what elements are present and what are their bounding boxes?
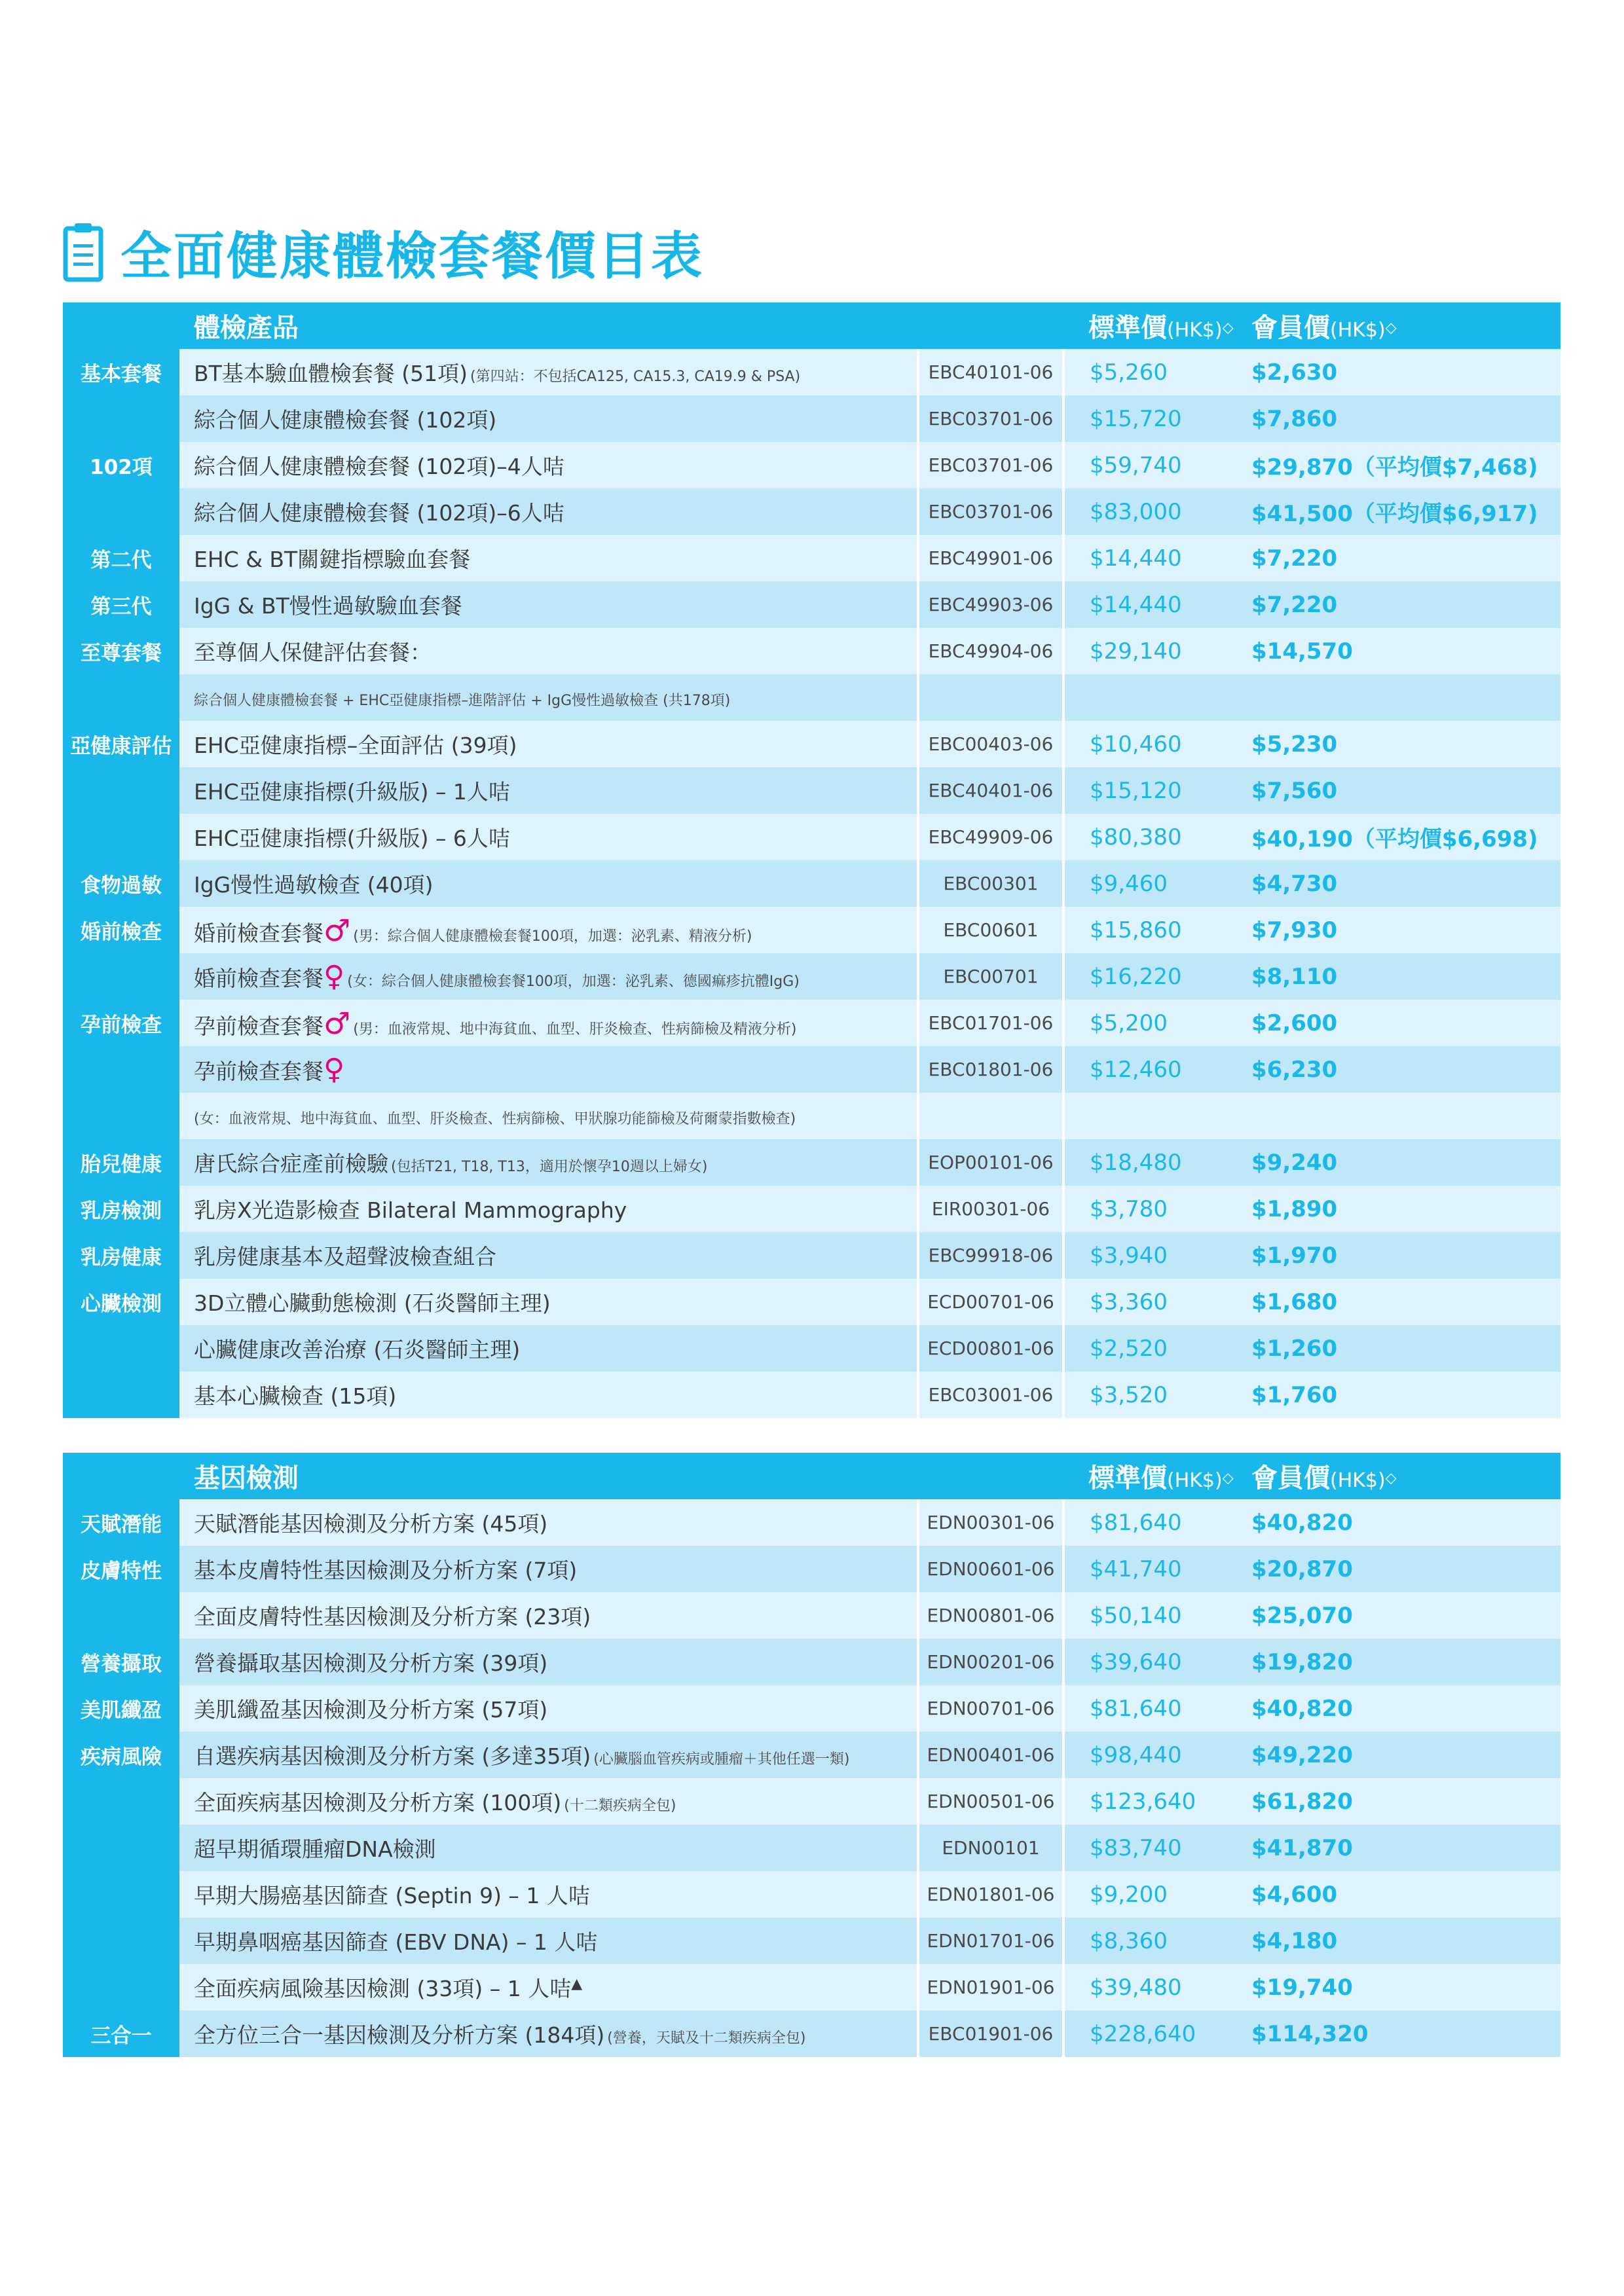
- header-cat-cell: [63, 302, 179, 349]
- header-mem-cell: [1251, 1453, 1560, 1499]
- product-cell: [179, 1592, 918, 1639]
- product-code: EDN01901-06: [918, 1964, 1063, 2011]
- category-cell: 胎兒健康: [63, 1139, 179, 1186]
- member-price: [1251, 674, 1560, 721]
- standard-price: $228,640: [1063, 2011, 1251, 2057]
- member-price: $14,570: [1251, 628, 1560, 674]
- header-mem-mark: ◇: [1385, 319, 1397, 337]
- standard-price: $10,460: [1063, 721, 1251, 767]
- product-note: (女：血液常規、地中海貧血、血型、肝炎檢查、性病篩檢、甲狀腺功能篩檢及荷爾蒙指數檢查): [194, 1111, 796, 1127]
- standard-price: $81,640: [1063, 1499, 1251, 1546]
- member-price: $7,220: [1251, 581, 1560, 628]
- category-cell: 美肌纖盈: [63, 1685, 179, 1732]
- product-name: 乳房X光造影檢查 Bilateral Mammography: [194, 1197, 627, 1223]
- category-cell: [63, 1871, 179, 1918]
- member-price: $4,600: [1251, 1871, 1560, 1918]
- member-price: $114,320: [1251, 2011, 1560, 2057]
- product-name: 心臟健康改善治療 (石炎醫師主理): [194, 1337, 521, 1362]
- product-name: 早期鼻咽癌基因篩查 (EBV DNA) – 1 人咭: [194, 1929, 598, 1955]
- product-code: EDN01701-06: [918, 1918, 1063, 1964]
- member-price: $40,820: [1251, 1499, 1560, 1546]
- product-code: EBC49901-06: [918, 535, 1063, 581]
- product-name: EHC亞健康指標(升級版) – 6人咭: [194, 826, 510, 851]
- member-price: $1,970: [1251, 1232, 1560, 1279]
- product-code: EBC40401-06: [918, 767, 1063, 814]
- product-name: 全面皮膚特性基因檢測及分析方案 (23項): [194, 1604, 591, 1630]
- product-name: EHC亞健康指標–全面評估 (39項): [194, 733, 517, 758]
- standard-price: $14,440: [1063, 581, 1251, 628]
- product-code: EBC99918-06: [918, 1232, 1063, 1279]
- product-cell: [179, 1964, 918, 2011]
- product-cell: [179, 953, 918, 1000]
- table-row: [63, 442, 1560, 488]
- product-cell: [179, 1918, 918, 1964]
- standard-price: $3,940: [1063, 1232, 1251, 1279]
- product-cell: [179, 1372, 918, 1418]
- product-note: (第四站：不包括CA125, CA15.3, CA19.9 & PSA): [470, 369, 801, 385]
- product-code: EBC00701: [918, 953, 1063, 1000]
- member-price: $1,680: [1251, 1279, 1560, 1325]
- category-cell: 乳房檢測: [63, 1186, 179, 1232]
- standard-price: [1063, 1093, 1251, 1139]
- category-cell: [63, 1825, 179, 1871]
- member-price: $29,870（平均價$7,468): [1251, 442, 1560, 488]
- header-mem-unit: (HK$): [1330, 319, 1386, 342]
- product-name: 綜合個人健康體檢套餐 (102項): [194, 407, 497, 433]
- product-name: 綜合個人健康體檢套餐 (102項)–4人咭: [194, 454, 564, 479]
- product-name: 全面疾病風險基因檢測 (33項) – 1 人咭: [194, 1976, 572, 2001]
- member-price: $7,220: [1251, 535, 1560, 581]
- product-name: 全方位三合一基因檢測及分析方案 (184項): [194, 2022, 605, 2048]
- table-row: [63, 535, 1560, 581]
- table-row: [63, 1325, 1560, 1372]
- header-std-unit: (HK$): [1167, 1469, 1223, 1492]
- table-row: [63, 1918, 1560, 1964]
- standard-price: $12,460: [1063, 1046, 1251, 1093]
- product-name: 唐氏綜合症產前檢驗: [194, 1151, 388, 1176]
- product-cell: [179, 395, 918, 442]
- product-note: (包括T21, T18, T13，適用於懷孕10週以上婦女): [391, 1159, 708, 1175]
- standard-price: $83,740: [1063, 1825, 1251, 1871]
- standard-price: $5,200: [1063, 1000, 1251, 1046]
- header-product: 體檢產品: [194, 313, 299, 343]
- product-code: EBC01701-06: [918, 1000, 1063, 1046]
- product-cell: [179, 814, 918, 860]
- category-cell: 第三代: [63, 581, 179, 628]
- category-cell: 皮膚特性: [63, 1546, 179, 1592]
- product-name: IgG & BT慢性過敏驗血套餐: [194, 593, 462, 619]
- product-mark: ▲: [571, 1976, 583, 1992]
- member-price: $7,860: [1251, 395, 1560, 442]
- table-row: [63, 2011, 1560, 2057]
- standard-price: [1063, 674, 1251, 721]
- category-cell: [63, 1046, 179, 1093]
- gene-test-price-table: [63, 1453, 1560, 2057]
- table-row: [63, 395, 1560, 442]
- table-row: [63, 674, 1560, 721]
- header-cat-cell: [63, 1453, 179, 1499]
- product-name: 營養攝取基因檢測及分析方案 (39項): [194, 1650, 548, 1676]
- member-price: $1,760: [1251, 1372, 1560, 1418]
- table-row: [63, 860, 1560, 907]
- member-price: $1,260: [1251, 1325, 1560, 1372]
- standard-price: $15,720: [1063, 395, 1251, 442]
- table-row: [63, 953, 1560, 1000]
- member-price: $9,240: [1251, 1139, 1560, 1186]
- standard-price: $9,200: [1063, 1871, 1251, 1918]
- table-row: [63, 1232, 1560, 1279]
- member-price: $5,230: [1251, 721, 1560, 767]
- header-product-cell: [179, 1453, 1063, 1499]
- product-name: 孕前檢查套餐: [194, 1013, 323, 1039]
- table-row: [63, 1499, 1560, 1546]
- header-std-cell: [1063, 302, 1251, 349]
- standard-price: $81,640: [1063, 1685, 1251, 1732]
- standard-price: $39,480: [1063, 1964, 1251, 2011]
- table-header: [63, 302, 1560, 349]
- product-code: ECD00801-06: [918, 1325, 1063, 1372]
- product-code: ECD00701-06: [918, 1279, 1063, 1325]
- category-cell: [63, 1778, 179, 1825]
- product-cell: [179, 1279, 918, 1325]
- product-note: (女：綜合個人健康體檢套餐100項，加選：泌乳素、德國痲疹抗體IgG): [347, 974, 800, 990]
- member-price: $1,890: [1251, 1186, 1560, 1232]
- product-name: 基本心臟檢查 (15項): [194, 1383, 397, 1409]
- category-cell: [63, 674, 179, 721]
- table-row: [63, 1592, 1560, 1639]
- product-cell: [179, 767, 918, 814]
- product-name: 孕前檢查套餐: [194, 1059, 323, 1084]
- product-cell: [179, 488, 918, 535]
- product-code: EIR00301-06: [918, 1186, 1063, 1232]
- table-row: [63, 488, 1560, 535]
- category-cell: 婚前檢查: [63, 907, 179, 953]
- product-name: 基本皮膚特性基因檢測及分析方案 (7項): [194, 1558, 578, 1583]
- product-code: [918, 674, 1063, 721]
- category-cell: 基本套餐: [63, 349, 179, 395]
- product-code: EDN00401-06: [918, 1732, 1063, 1778]
- product-cell: [179, 442, 918, 488]
- product-name: EHC & BT關鍵指標驗血套餐: [194, 547, 471, 572]
- product-code: EDN00101: [918, 1825, 1063, 1871]
- member-price: $19,820: [1251, 1639, 1560, 1685]
- standard-price: $2,520: [1063, 1325, 1251, 1372]
- category-cell: [63, 1592, 179, 1639]
- category-cell: [63, 1325, 179, 1372]
- table-row: [63, 1546, 1560, 1592]
- table-row: [63, 1685, 1560, 1732]
- product-cell: [179, 1186, 918, 1232]
- header-mem-price: 會員價: [1251, 313, 1330, 343]
- product-code: EBC00403-06: [918, 721, 1063, 767]
- product-code: EBC00601: [918, 907, 1063, 953]
- category-cell: 天賦潛能: [63, 1499, 179, 1546]
- category-cell: 102項: [63, 442, 179, 488]
- standard-price: $83,000: [1063, 488, 1251, 535]
- standard-price: $15,120: [1063, 767, 1251, 814]
- header-std-unit: (HK$): [1167, 319, 1223, 342]
- standard-price: $16,220: [1063, 953, 1251, 1000]
- standard-price: $50,140: [1063, 1592, 1251, 1639]
- product-code: EOP00101-06: [918, 1139, 1063, 1186]
- product-name: EHC亞健康指標(升級版) – 1人咭: [194, 779, 510, 805]
- member-price: $6,230: [1251, 1046, 1560, 1093]
- standard-price: $29,140: [1063, 628, 1251, 674]
- member-price: $7,560: [1251, 767, 1560, 814]
- product-code: EBC03701-06: [918, 395, 1063, 442]
- product-cell: [179, 1732, 918, 1778]
- product-cell: [179, 1871, 918, 1918]
- table-row: [63, 1186, 1560, 1232]
- product-note: 綜合個人健康體檢套餐 + EHC亞健康指標–進階評估 + IgG慢性過敏檢查 (共178項): [194, 693, 731, 709]
- standard-price: $123,640: [1063, 1778, 1251, 1825]
- product-name: 婚前檢查套餐: [194, 920, 323, 946]
- product-code: EBC49909-06: [918, 814, 1063, 860]
- category-cell: 至尊套餐: [63, 628, 179, 674]
- product-note: (十二類疾病全包): [564, 1798, 676, 1814]
- category-cell: [63, 953, 179, 1000]
- standard-price: $5,260: [1063, 349, 1251, 395]
- member-price: $8,110: [1251, 953, 1560, 1000]
- product-cell: [179, 1139, 918, 1186]
- header-std-price: 標準價: [1088, 1463, 1167, 1493]
- standard-price: $3,520: [1063, 1372, 1251, 1418]
- product-name: 天賦潛能基因檢測及分析方案 (45項): [194, 1511, 548, 1537]
- table-row: [63, 1139, 1560, 1186]
- clipboard-icon: [63, 222, 103, 282]
- product-cell: [179, 1639, 918, 1685]
- product-code: [918, 1093, 1063, 1139]
- table-header: [63, 1453, 1560, 1499]
- member-price: $19,740: [1251, 1964, 1560, 2011]
- product-cell: [179, 1546, 918, 1592]
- category-cell: [63, 767, 179, 814]
- member-price: $20,870: [1251, 1546, 1560, 1592]
- member-price: $49,220: [1251, 1732, 1560, 1778]
- product-cell: [179, 907, 918, 953]
- product-name: 早期大腸癌基因篩查 (Septin 9) – 1 人咭: [194, 1883, 590, 1908]
- product-name: 全面疾病基因檢測及分析方案 (100項): [194, 1790, 562, 1815]
- product-cell: [179, 1825, 918, 1871]
- standard-price: $9,460: [1063, 860, 1251, 907]
- product-code: EDN00801-06: [918, 1592, 1063, 1639]
- header-std-price: 標準價: [1088, 313, 1167, 343]
- table-row: [63, 349, 1560, 395]
- product-name: BT基本驗血體檢套餐 (51項): [194, 361, 468, 386]
- product-name: 自選疾病基因檢測及分析方案 (多達35項): [194, 1743, 591, 1769]
- health-check-price-table: [63, 302, 1560, 1418]
- product-code: EBC03001-06: [918, 1372, 1063, 1418]
- product-code: EBC01801-06: [918, 1046, 1063, 1093]
- category-cell: 心臟檢測: [63, 1279, 179, 1325]
- product-note: (男：血液常規、地中海貧血、血型、肝炎檢查、性病篩檢及精液分析): [353, 1021, 797, 1038]
- category-cell: [63, 814, 179, 860]
- product-cell: [179, 349, 918, 395]
- member-price: $4,180: [1251, 1918, 1560, 1964]
- standard-price: $18,480: [1063, 1139, 1251, 1186]
- category-cell: 疾病風險: [63, 1732, 179, 1778]
- header-mem-unit: (HK$): [1330, 1469, 1386, 1492]
- product-code: EDN01801-06: [918, 1871, 1063, 1918]
- standard-price: $3,360: [1063, 1279, 1251, 1325]
- product-code: EDN00501-06: [918, 1778, 1063, 1825]
- member-price: $25,070: [1251, 1592, 1560, 1639]
- table-row: [63, 1000, 1560, 1046]
- category-cell: 營養攝取: [63, 1639, 179, 1685]
- header-std-mark: ◇: [1222, 1470, 1234, 1487]
- table-row: [63, 814, 1560, 860]
- member-price: $40,820: [1251, 1685, 1560, 1732]
- product-cell: [179, 1093, 918, 1139]
- table-row: [63, 721, 1560, 767]
- table-row: [63, 1778, 1560, 1825]
- standard-price: $80,380: [1063, 814, 1251, 860]
- header-std-mark: ◇: [1222, 319, 1234, 337]
- category-cell: 第二代: [63, 535, 179, 581]
- table-row: [63, 581, 1560, 628]
- member-price: $4,730: [1251, 860, 1560, 907]
- table-row: [63, 907, 1560, 953]
- category-cell: 三合一: [63, 2011, 179, 2057]
- product-code: EBC03701-06: [918, 442, 1063, 488]
- product-name: 美肌纖盈基因檢測及分析方案 (57項): [194, 1697, 548, 1722]
- category-cell: [63, 1372, 179, 1418]
- standard-price: $41,740: [1063, 1546, 1251, 1592]
- standard-price: $98,440: [1063, 1732, 1251, 1778]
- category-cell: [63, 1964, 179, 2011]
- product-cell: [179, 1325, 918, 1372]
- product-cell: [179, 1046, 918, 1093]
- member-price: $2,630: [1251, 349, 1560, 395]
- table-row: [63, 628, 1560, 674]
- category-cell: 食物過敏: [63, 860, 179, 907]
- header-product: 基因檢測: [194, 1463, 299, 1493]
- product-name: 超早期循環腫瘤DNA檢測: [194, 1836, 436, 1862]
- member-price: $2,600: [1251, 1000, 1560, 1046]
- product-cell: [179, 860, 918, 907]
- table-row: [63, 1871, 1560, 1918]
- standard-price: $8,360: [1063, 1918, 1251, 1964]
- female-symbol-icon: ♀: [323, 960, 345, 993]
- header-mem-price: 會員價: [1251, 1463, 1330, 1493]
- table-row: [63, 1093, 1560, 1139]
- standard-price: $14,440: [1063, 535, 1251, 581]
- standard-price: $15,860: [1063, 907, 1251, 953]
- product-cell: [179, 674, 918, 721]
- page-title: 全面健康體檢套餐價目表: [120, 227, 705, 286]
- header-mem-cell: [1251, 302, 1560, 349]
- table-row: [63, 1964, 1560, 2011]
- product-code: EDN00201-06: [918, 1639, 1063, 1685]
- product-code: EBC01901-06: [918, 2011, 1063, 2057]
- female-symbol-icon: ♀: [323, 1053, 345, 1086]
- table-row: [63, 1046, 1560, 1093]
- product-cell: [179, 1685, 918, 1732]
- product-cell: [179, 628, 918, 674]
- table-row: [63, 1825, 1560, 1871]
- product-code: EBC00301: [918, 860, 1063, 907]
- category-cell: [63, 1918, 179, 1964]
- product-cell: [179, 535, 918, 581]
- product-cell: [179, 721, 918, 767]
- product-code: EDN00701-06: [918, 1685, 1063, 1732]
- member-price: $40,190（平均價$6,698): [1251, 814, 1560, 860]
- male-symbol-icon: ♂: [323, 912, 351, 948]
- header-mem-mark: ◇: [1385, 1470, 1397, 1487]
- product-code: EBC40101-06: [918, 349, 1063, 395]
- product-code: EBC03701-06: [918, 488, 1063, 535]
- standard-price: $59,740: [1063, 442, 1251, 488]
- male-symbol-icon: ♂: [323, 1005, 351, 1041]
- product-code: EBC49904-06: [918, 628, 1063, 674]
- table-row: [63, 1279, 1560, 1325]
- product-note: (男：綜合個人健康體檢套餐100項，加選：泌乳素、精液分析): [353, 928, 752, 945]
- product-cell: [179, 581, 918, 628]
- product-cell: [179, 1232, 918, 1279]
- header-std-cell: [1063, 1453, 1251, 1499]
- product-cell: [179, 2011, 918, 2057]
- product-cell: [179, 1000, 918, 1046]
- title-block: [63, 216, 704, 288]
- product-name: 3D立體心臟動態檢測 (石炎醫師主理): [194, 1290, 551, 1316]
- member-price: $41,500（平均價$6,917): [1251, 488, 1560, 535]
- header-product-cell: [179, 302, 1063, 349]
- product-name: 綜合個人健康體檢套餐 (102項)–6人咭: [194, 500, 564, 526]
- member-price: $7,930: [1251, 907, 1560, 953]
- table-row: [63, 1372, 1560, 1418]
- product-code: EDN00301-06: [918, 1499, 1063, 1546]
- product-cell: [179, 1778, 918, 1825]
- category-cell: [63, 488, 179, 535]
- product-name: IgG慢性過敏檢查 (40項): [194, 872, 434, 898]
- product-name: 婚前檢查套餐: [194, 966, 323, 991]
- product-note: (營養，天賦及十二類疾病全包): [607, 2030, 806, 2047]
- member-price: $41,870: [1251, 1825, 1560, 1871]
- product-name: 乳房健康基本及超聲波檢查組合: [194, 1244, 496, 1269]
- standard-price: $39,640: [1063, 1639, 1251, 1685]
- member-price: [1251, 1093, 1560, 1139]
- table-row: [63, 1639, 1560, 1685]
- product-note: (心臟腦血管疾病或腫瘤＋其他任選一類): [593, 1751, 850, 1768]
- table-row: [63, 1732, 1560, 1778]
- category-cell: 孕前檢查: [63, 1000, 179, 1046]
- member-price: $61,820: [1251, 1778, 1560, 1825]
- product-code: EDN00601-06: [918, 1546, 1063, 1592]
- standard-price: $3,780: [1063, 1186, 1251, 1232]
- category-cell: 亞健康評估: [63, 721, 179, 767]
- table-row: [63, 767, 1560, 814]
- product-code: EBC49903-06: [918, 581, 1063, 628]
- category-cell: [63, 1093, 179, 1139]
- product-cell: [179, 1499, 918, 1546]
- category-cell: [63, 395, 179, 442]
- category-cell: 乳房健康: [63, 1232, 179, 1279]
- product-name: 至尊個人保健評估套餐：: [194, 640, 432, 665]
